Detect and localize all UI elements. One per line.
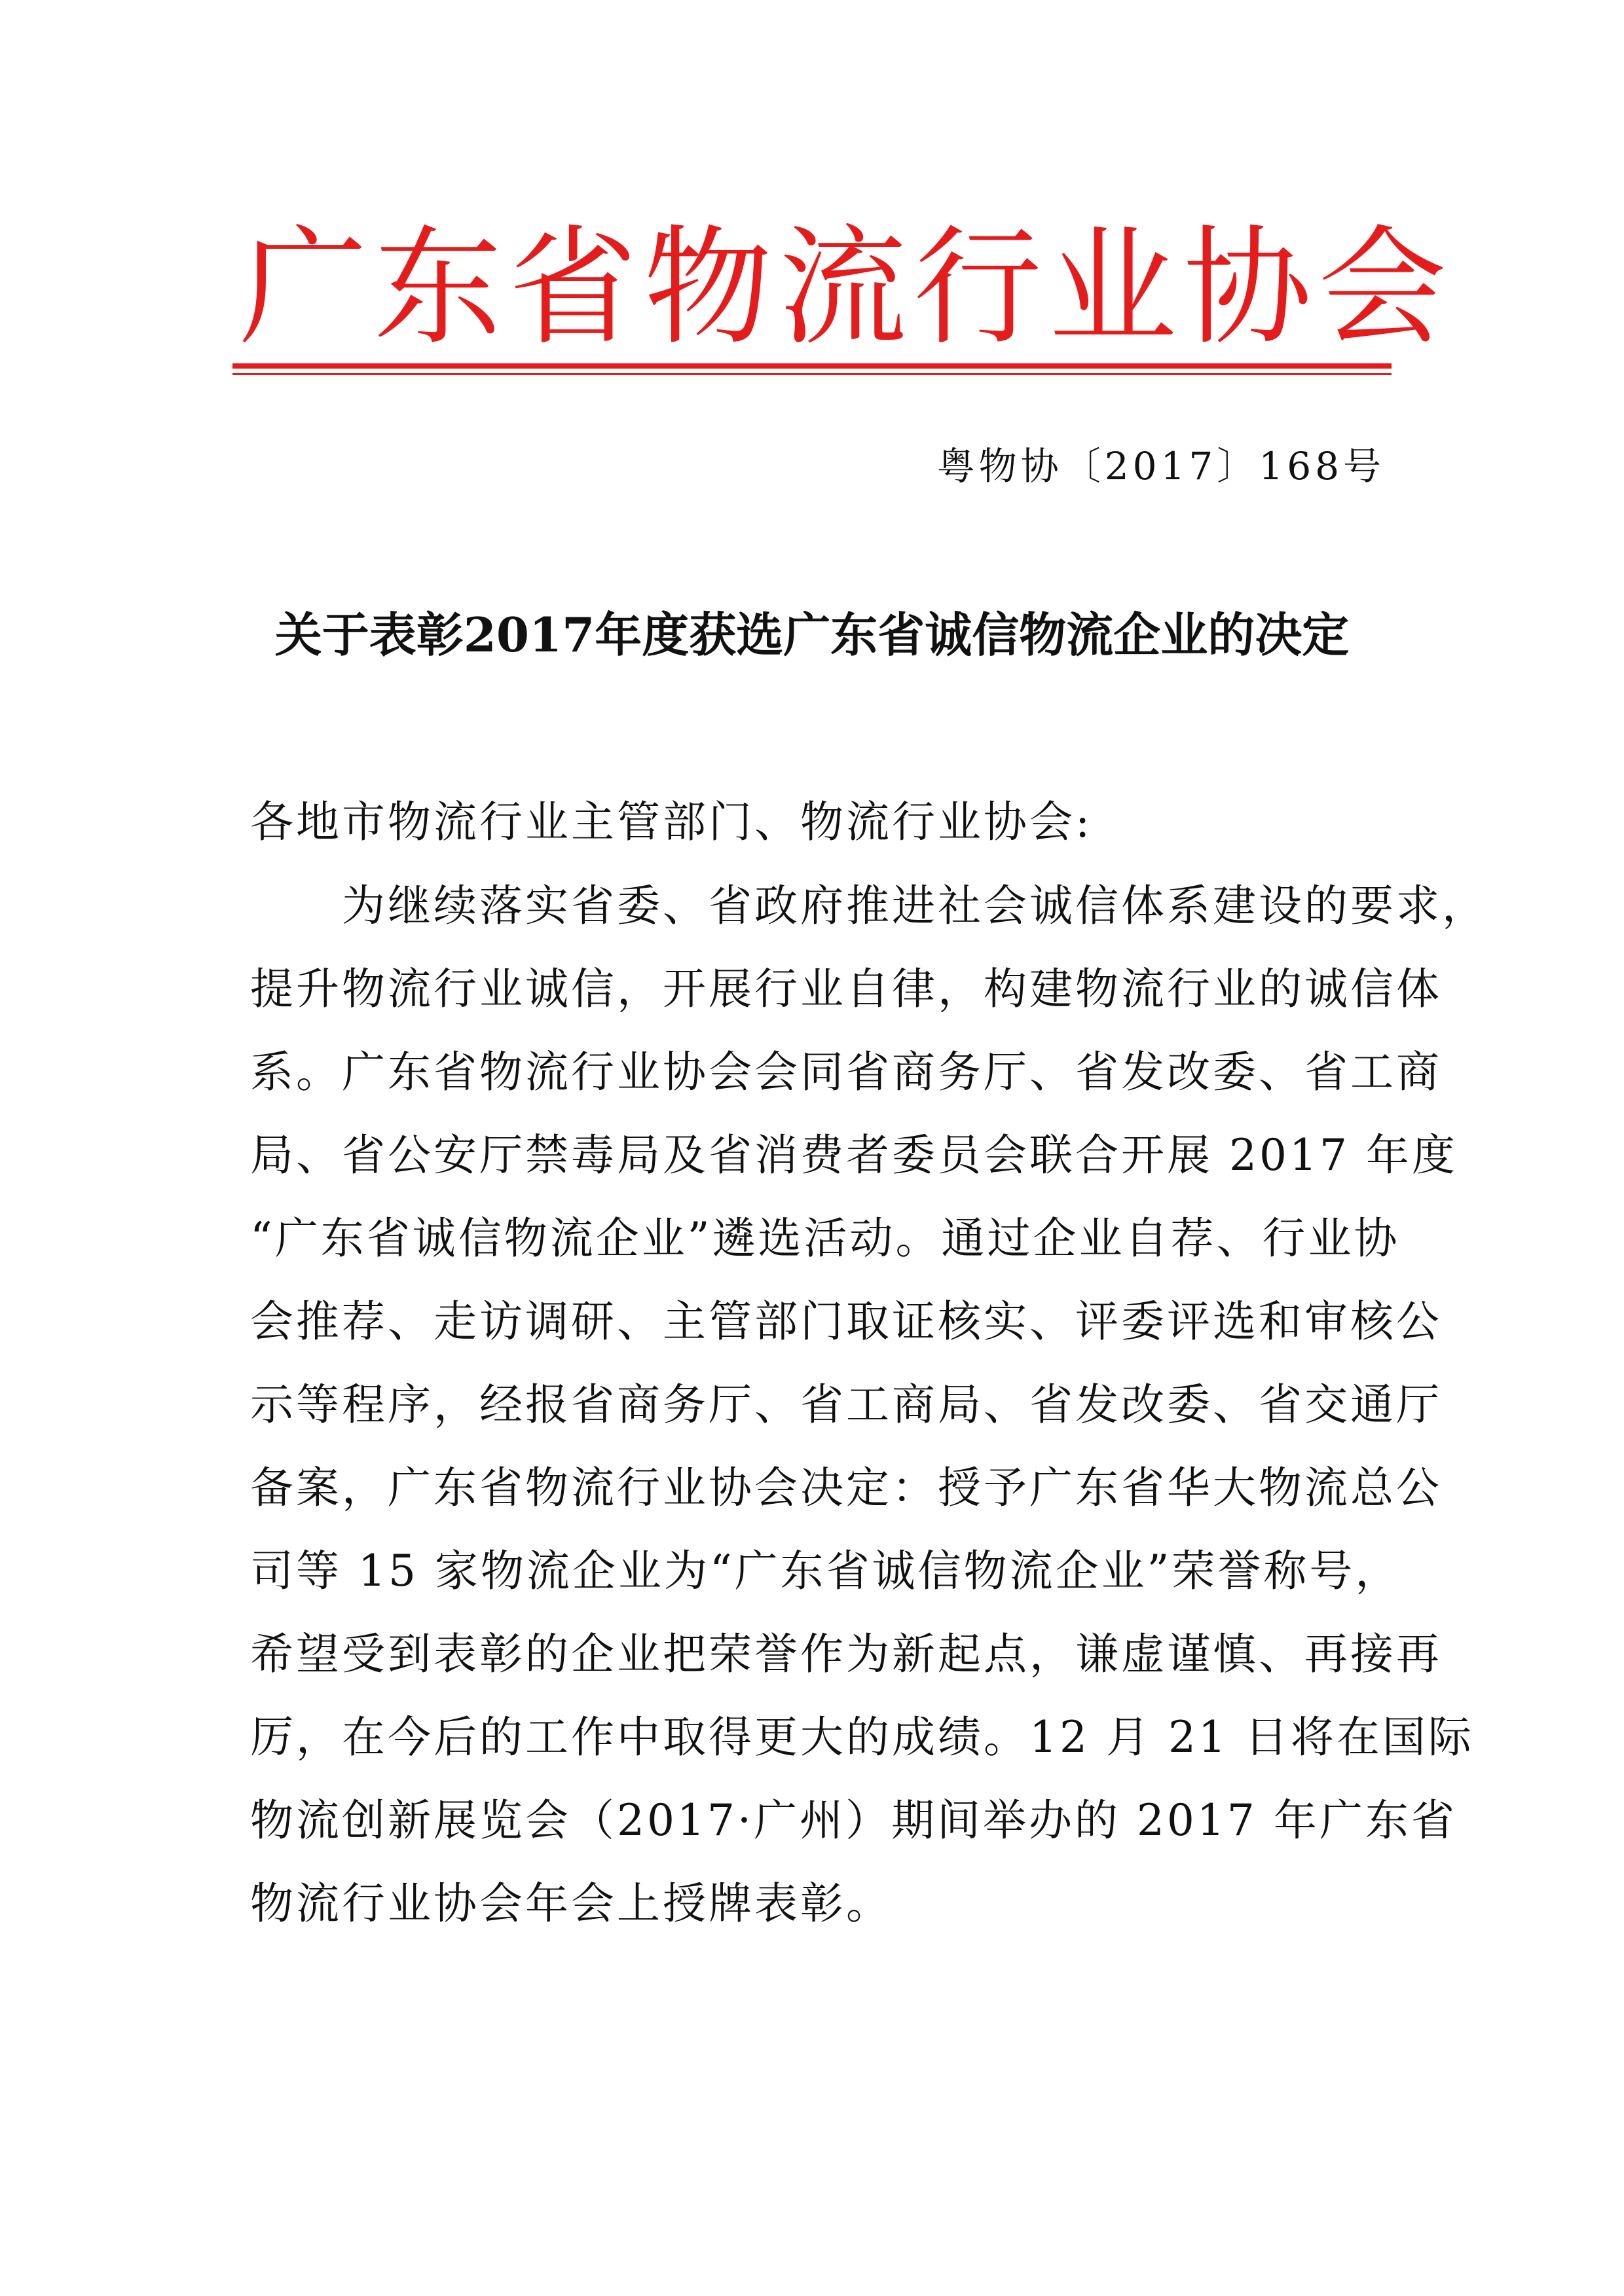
document-title: 关于表彰2017年度获选广东省诚信物流企业的决定 xyxy=(274,607,1350,663)
body-line: 备案，广东省物流行业协会决定：授予广东省华大物流总公 xyxy=(250,1463,1442,1513)
body-line: 示等程序，经报省商务厅、省工商局、省发改委、省交通厅 xyxy=(250,1379,1442,1430)
body-line: 提升物流行业诚信，开展行业自律，构建物流行业的诚信体 xyxy=(250,964,1442,1014)
document-number: 粤物协〔2017〕168号 xyxy=(936,444,1385,488)
body-line: 物流创新展览会（2017·广州）期间举办的 2017 年广东省 xyxy=(250,1795,1457,1846)
salutation: 各地市物流行业主管部门、物流行业协会: xyxy=(250,797,1093,847)
organization-header: 广东省物流行业协会 xyxy=(239,213,1454,363)
header-divider-thick xyxy=(232,363,1392,369)
body-line: 局、省公安厅禁毒局及省消费者委员会联合开展 2017 年度 xyxy=(250,1130,1458,1180)
body-line: 系。广东省物流行业协会会同省商务厅、省发改委、省工商 xyxy=(250,1047,1442,1097)
body-line: 为继续落实省委、省政府推进社会诚信体系建设的要求， xyxy=(250,881,1488,931)
body-line: “广东省诚信物流企业”遴选活动。通过企业自荐、行业协 xyxy=(250,1213,1400,1264)
body-line: 希望受到表彰的企业把荣誉作为新起点，谦虚谨慎、再接再 xyxy=(250,1629,1442,1679)
header-divider-thin xyxy=(232,373,1392,375)
body-line: 物流行业协会年会上授牌表彰。 xyxy=(250,1878,892,1929)
body-line: 司等 15 家物流企业为“广东省诚信物流企业”荣誉称号， xyxy=(250,1546,1401,1596)
body-line: 厉，在今后的工作中取得更大的成绩。12 月 21 日将在国际 xyxy=(250,1712,1474,1762)
body-line: 会推荐、走访调研、主管部门取证核实、评委评选和审核公 xyxy=(250,1296,1442,1347)
